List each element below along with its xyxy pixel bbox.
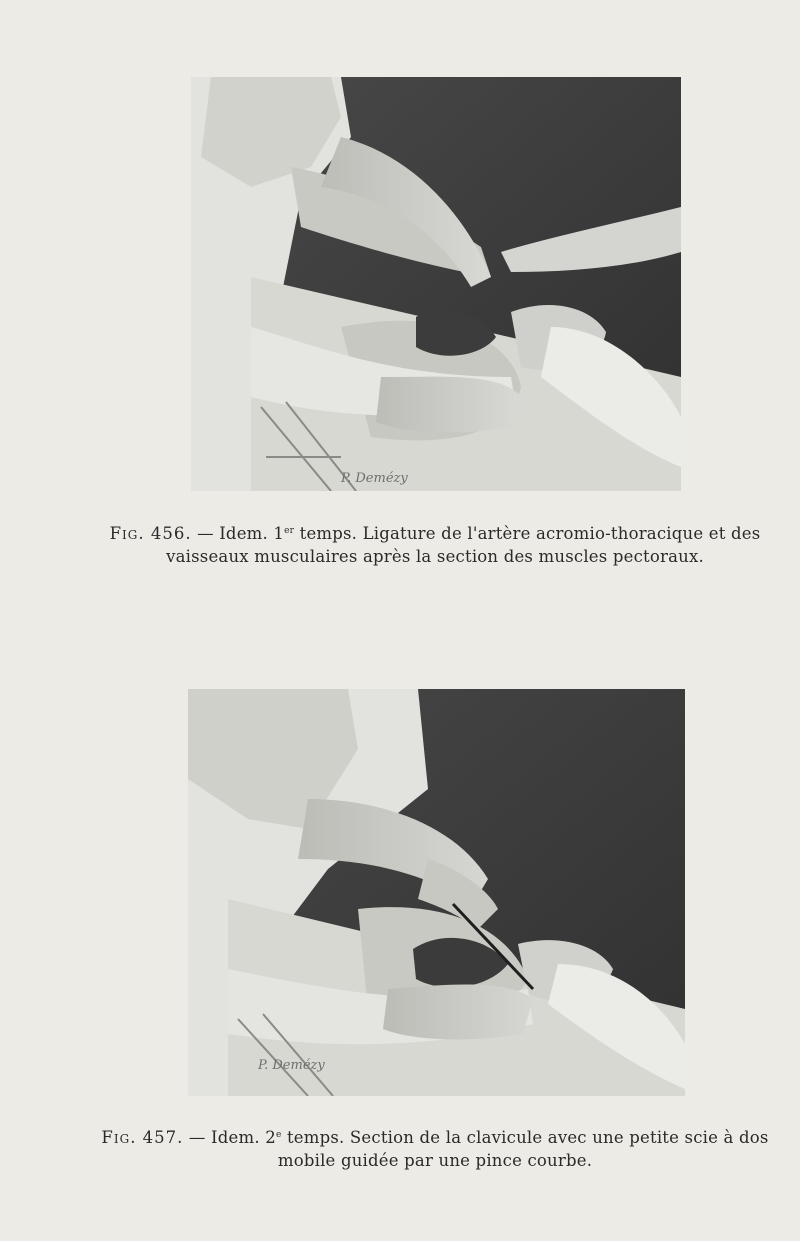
- caption-line-2: mobile guidée par une pince courbe.: [277, 1151, 593, 1170]
- caption-step: 1er temps.: [273, 524, 358, 543]
- caption-subject: Idem.: [211, 1128, 260, 1147]
- figure-number: Fig. 456.: [109, 524, 192, 543]
- figure-456-photo: [191, 77, 681, 491]
- caption-line-1: [100, 1126, 770, 1149]
- caption-text: Section de la clavicule avec une petite scie à dos: [349, 1128, 769, 1147]
- figure-number: Fig. 457.: [101, 1128, 184, 1147]
- surgical-photograph-icon: [188, 689, 685, 1096]
- surgical-photograph-icon: [191, 77, 681, 491]
- caption-subject: Idem.: [219, 524, 268, 543]
- caption-line-2: vaisseaux musculaires après la section des muscles pectoraux.: [166, 547, 704, 566]
- caption-dash: —: [197, 524, 214, 543]
- figure-456-caption: [100, 522, 770, 568]
- caption-dash: —: [188, 1128, 206, 1147]
- caption-line-1: [100, 522, 770, 545]
- photographer-signature: P. Demézy: [341, 471, 408, 486]
- caption-step: 2e temps.: [265, 1128, 345, 1147]
- photographer-signature: P. Demézy: [258, 1058, 325, 1073]
- figure-457-caption: [100, 1126, 770, 1172]
- caption-text: Ligature de l'artère acromio-thoracique et des: [362, 524, 761, 543]
- figure-457-photo: [188, 689, 685, 1096]
